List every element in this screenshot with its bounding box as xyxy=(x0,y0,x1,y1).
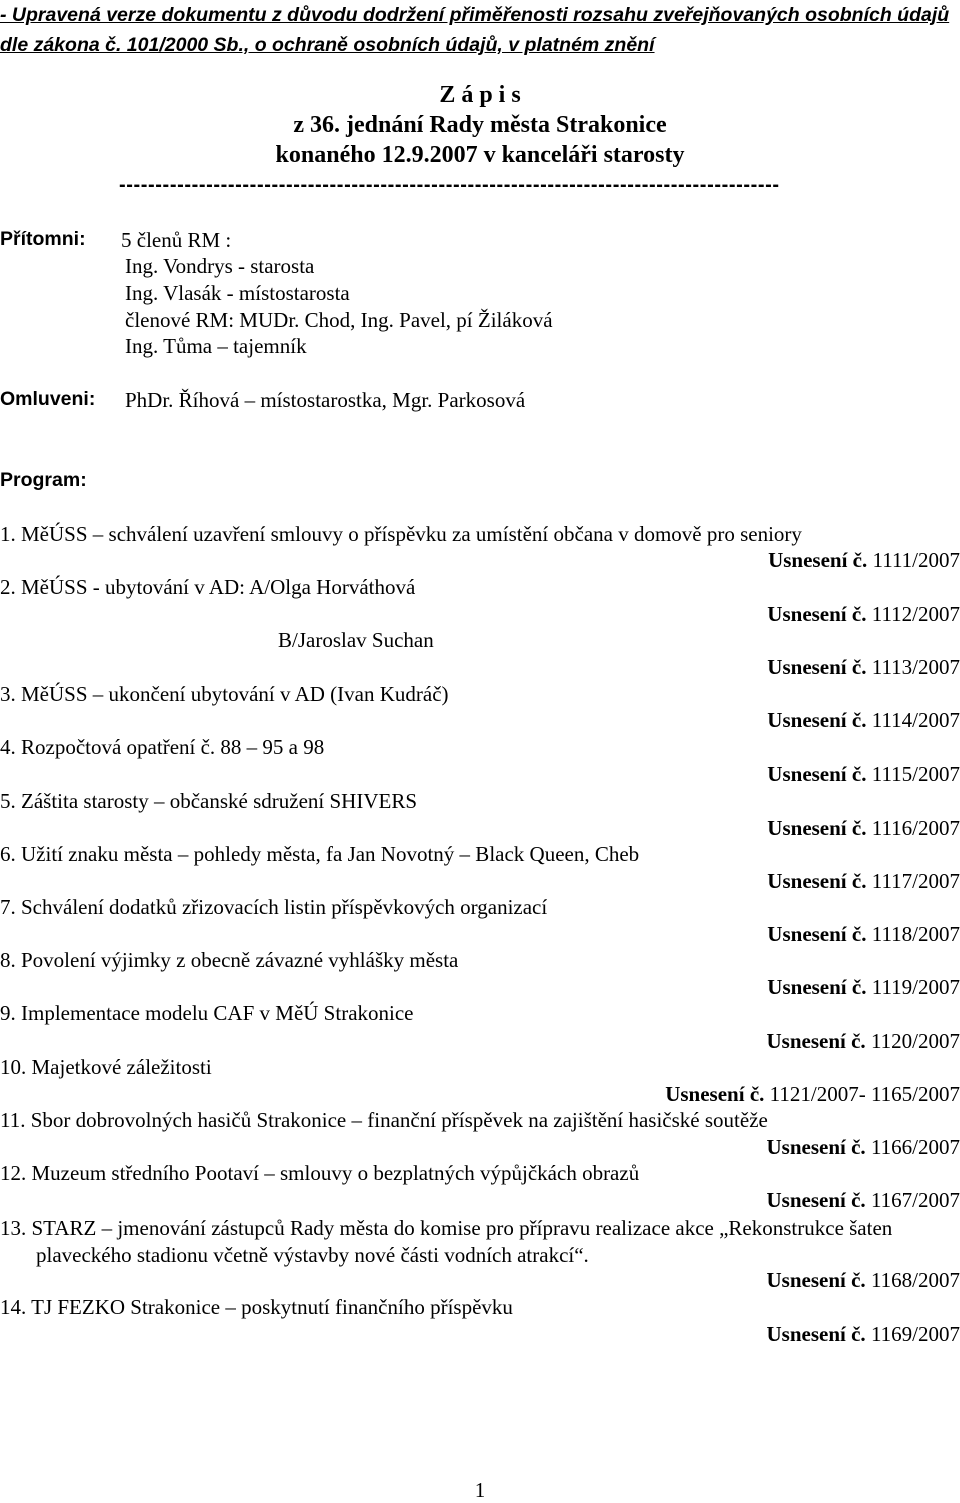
resolution-number: Usnesení č. 1111/2007 xyxy=(768,548,960,572)
resolution-number: Usnesení č. 1168/2007 xyxy=(766,1268,960,1292)
page-number: 1 xyxy=(474,1478,486,1502)
anonymization-disclaimer: - Upravená verze dokumentu z důvodu dodržení přiměřenosti rozsahu zveřejňovaných osobních údajů dle zákona č. 101/2000 Sb., o ochraně osobních údajů, v platném znění xyxy=(0,4,950,56)
program-item: 3. MěÚSS – ukončení ubytování v AD (Ivan Kudráč) xyxy=(0,682,449,706)
present-member: členové RM: MUDr. Chod, Ing. Pavel, pí Žiláková xyxy=(125,308,553,332)
resolution-number: Usnesení č. 1166/2007 xyxy=(766,1135,960,1159)
resolution-number: Usnesení č. 1117/2007 xyxy=(767,869,960,893)
present-member: Ing. Vlasák - místostarosta xyxy=(125,281,350,305)
excused-label: Omluveni: xyxy=(0,388,96,410)
resolution-number: Usnesení č. 1118/2007 xyxy=(767,922,960,946)
present-label: Přítomni: xyxy=(0,228,86,250)
program-label: Program: xyxy=(0,469,87,491)
resolution-number: Usnesení č. 1115/2007 xyxy=(767,762,960,786)
resolution-number: Usnesení č. 1116/2007 xyxy=(767,816,960,840)
present-member: Ing. Tůma – tajemník xyxy=(125,334,307,358)
resolution-number: Usnesení č. 1121/2007- 1165/2007 xyxy=(665,1082,960,1106)
program-item: 11. Sbor dobrovolných hasičů Strakonice – finanční příspěvek na zajištění hasičské soutěže xyxy=(0,1108,768,1132)
meeting-date-place: konaného 12.9.2007 v kanceláři starosty xyxy=(275,142,685,168)
program-item: 14. TJ FEZKO Strakonice – poskytnutí finančního příspěvku xyxy=(0,1295,513,1319)
present-count: 5 členů RM : xyxy=(121,228,232,252)
meeting-subtitle: z 36. jednání Rady města Strakonice xyxy=(293,112,667,138)
resolution-number: Usnesení č. 1114/2007 xyxy=(767,708,960,732)
program-item: 8. Povolení výjimky z obecně závazné vyhlášky města xyxy=(0,948,459,972)
program-item: 6. Užití znaku města – pohledy města, fa Jan Novotný – Black Queen, Cheb xyxy=(0,842,640,866)
program-item: 10. Majetkové záležitosti xyxy=(0,1055,212,1079)
program-item: 1. MěÚSS – schválení uzavření smlouvy o příspěvku za umístění občana v domově pro seniory xyxy=(0,522,802,546)
document-title: Z á p i s xyxy=(439,82,521,108)
resolution-number: Usnesení č. 1112/2007 xyxy=(767,602,960,626)
program-item: 13. STARZ – jmenování zástupců Rady města do komise pro přípravu realizace akce „Rekonstrukce šaten plaveckého stadionu včetně výstavby nové části vodních atrakcí“. xyxy=(0,1216,893,1267)
resolution-number: Usnesení č. 1119/2007 xyxy=(767,975,960,999)
resolution-number: Usnesení č. 1113/2007 xyxy=(767,655,960,679)
program-item: 5. Záštita starosty – občanské sdružení SHIVERS xyxy=(0,789,418,813)
program-item: 2. MěÚSS - ubytování v AD: A/Olga Horváthová xyxy=(0,575,416,599)
resolution-number: Usnesení č. 1120/2007 xyxy=(766,1029,960,1053)
resolution-number: Usnesení č. 1169/2007 xyxy=(766,1322,960,1346)
program-item: 4. Rozpočtová opatření č. 88 – 95 a 98 xyxy=(0,735,325,759)
resolution-number: Usnesení č. 1167/2007 xyxy=(766,1188,960,1212)
program-item: B/Jaroslav Suchan xyxy=(278,628,434,652)
separator-line: ------------------------------------------------------------------------------------------- xyxy=(119,174,780,196)
present-member: Ing. Vondrys - starosta xyxy=(125,254,315,278)
program-item: 9. Implementace modelu CAF v MěÚ Strakonice xyxy=(0,1001,414,1025)
program-item: 7. Schválení dodatků zřizovacích listin příspěvkových organizací xyxy=(0,895,548,919)
excused-members: PhDr. Říhová – místostarostka, Mgr. Parkosová xyxy=(125,388,526,412)
program-item: 12. Muzeum středního Pootaví – smlouvy o bezplatných výpůjčkách obrazů xyxy=(0,1161,640,1185)
